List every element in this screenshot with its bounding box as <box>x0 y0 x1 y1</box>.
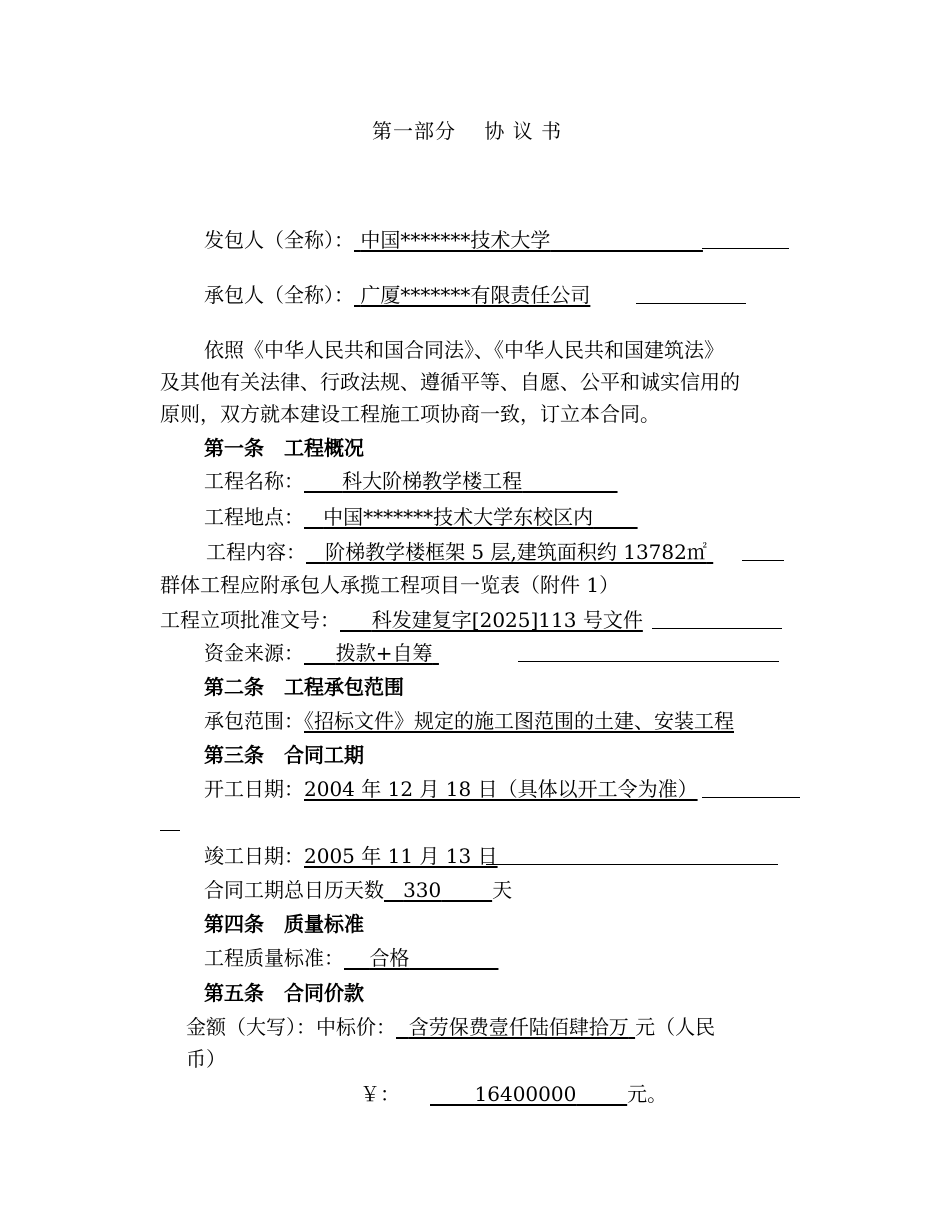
funding-rule <box>518 661 779 662</box>
project-name-label: 工程名称： <box>204 469 304 493</box>
project-site-label: 工程地点： <box>204 505 304 529</box>
approval-value: 科发建复字[2025]113 号文件 <box>371 608 643 632</box>
preamble-line-1: 依照《中华人民共和国合同法》、《中华人民共和国建筑法》 <box>204 338 724 362</box>
total-days-unit: 天 <box>492 878 513 902</box>
amount-unit: 元（人民 <box>635 1015 716 1039</box>
amount-value: 含劳保费壹仟陆佰肆拾万 <box>408 1015 629 1039</box>
employer-label: 发包人（全称）： <box>204 228 354 252</box>
project-content-value: 阶梯教学楼框架 5 层,建筑面积约 13782㎡ <box>325 540 707 564</box>
figure-amount-unit: 元。 <box>627 1082 668 1106</box>
article-3-heading: 第三条 合同工期 <box>204 743 364 767</box>
quality-label: 工程质量标准： <box>204 946 344 970</box>
start-date-line <box>204 776 698 802</box>
approval-rule <box>652 628 782 629</box>
funding-line <box>204 640 439 666</box>
end-date-line <box>204 843 498 869</box>
start-date-rule-wrap <box>160 830 180 831</box>
end-date-rule <box>486 864 778 865</box>
project-site-value: 中国*******技术大学东校区内 <box>323 505 594 529</box>
funding-label: 资金来源： <box>204 641 304 665</box>
end-date-label: 竣工日期： <box>204 844 304 868</box>
preamble-line-3: 原则，双方就本建设工程施工项协商一致，订立本合同。 <box>160 402 660 426</box>
project-content-label: 工程内容： <box>206 540 306 564</box>
employer-value: 中国*******技术大学 <box>360 228 551 252</box>
employer-rule <box>702 248 789 249</box>
scope-label: 承包范围： <box>204 709 304 733</box>
scope-line <box>204 708 734 734</box>
amount-line <box>186 1014 715 1040</box>
start-date-rule <box>702 797 800 798</box>
amount-unit-continuation: 币） <box>186 1047 226 1071</box>
contractor-label: 承包人（全称）： <box>204 283 354 307</box>
article-2-heading: 第二条 工程承包范围 <box>204 675 404 699</box>
project-content-rule <box>742 560 784 561</box>
figure-amount-value: 16400000 <box>474 1082 577 1106</box>
project-content-line <box>206 539 713 565</box>
article-4-heading: 第四条 质量标准 <box>204 912 364 936</box>
project-name-line <box>204 468 618 494</box>
figure-amount-line <box>360 1081 667 1107</box>
yen-label: ￥： <box>360 1082 400 1106</box>
total-days-line <box>204 877 512 903</box>
project-content-continuation: 群体工程应附承包人承揽工程项目一览表（附件 1） <box>160 573 620 597</box>
article-1-heading: 第一条 工程概况 <box>204 436 364 460</box>
quality-value: 合格 <box>369 946 410 970</box>
employer-line <box>204 227 703 253</box>
end-date-value: 2005 年 11 月 13 日 <box>304 844 498 868</box>
project-site-line <box>204 504 638 530</box>
project-name-value: 科大阶梯教学楼工程 <box>342 469 523 493</box>
article-5-heading: 第五条 合同价款 <box>204 981 364 1005</box>
contractor-line <box>204 282 590 308</box>
scope-value: 《招标文件》规定的施工图范围的土建、安装工程 <box>304 709 734 733</box>
quality-line <box>204 945 498 971</box>
amount-label: 金额（大写）：中标价： <box>186 1015 396 1039</box>
funding-value: 拨款+自筹 <box>335 641 433 665</box>
approval-line <box>160 607 643 633</box>
approval-label: 工程立项批准文号： <box>160 608 340 632</box>
total-days-label: 合同工期总日历天数 <box>204 878 384 902</box>
preamble-line-2: 及其他有关法律、行政法规、遵循平等、自愿、公平和诚实信用的 <box>160 370 740 394</box>
start-date-label: 开工日期： <box>204 777 304 801</box>
total-days-value: 330 <box>403 878 442 902</box>
page-title: 第一部分 协 议 书 <box>372 119 563 143</box>
contractor-rule <box>636 303 746 304</box>
contractor-value: 广厦*******有限责任公司 <box>360 283 591 307</box>
start-date-value: 2004 年 12 月 18 日（具体以开工令为准） <box>304 777 698 801</box>
